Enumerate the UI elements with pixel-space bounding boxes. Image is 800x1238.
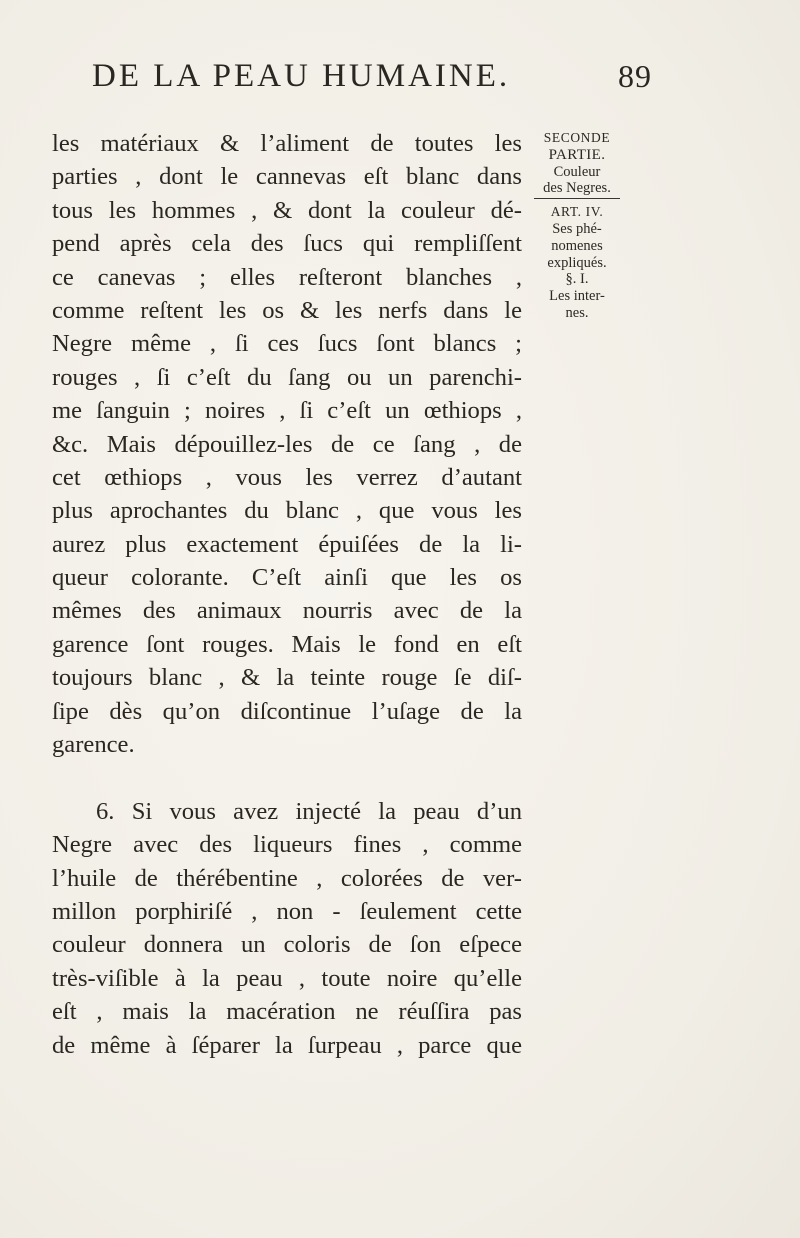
text-line: rouges , ſi c’eſt du ſang ou un parenchi- <box>52 363 522 391</box>
margin-line: des Negres. <box>543 180 611 197</box>
margin-line: §. I. <box>565 271 589 288</box>
margin-line: nomenes <box>551 237 603 254</box>
text-line: les matériaux & l’aliment de toutes les <box>52 130 522 157</box>
text-line: queur colorante. C’eſt ainſi que les os <box>52 564 522 592</box>
text-line: Negre même , ſi ces ſucs ſont blancs ; <box>52 330 522 358</box>
running-title: DE LA PEAU HUMAINE. <box>92 58 511 94</box>
text-line: 6. Si vous avez injecté la peau d’un <box>96 797 522 825</box>
text-line: pend après cela des ſucs qui rempliſſent <box>52 230 522 258</box>
text-line: très-viſible à la peau , toute noire qu’elle <box>52 964 522 992</box>
running-header <box>92 58 652 110</box>
text-line: me ſanguin ; noires , ſi c’eſt un œthiops , <box>52 397 522 425</box>
text-line: comme reſtent les os & les nerfs dans le <box>52 296 522 324</box>
text-line: de même à ſéparer la ſurpeau , parce que <box>52 1031 522 1059</box>
text-line: ce canevas ; elles reſteront blanches , <box>52 263 522 291</box>
text-line: garence ſont rouges. Mais le fond en eſt <box>52 630 522 658</box>
margin-line: ART. IV. <box>550 204 604 220</box>
text-line: eſt , mais la macération ne réuſſira pas <box>52 998 522 1026</box>
margin-line: PARTIE. <box>548 146 606 163</box>
page-number: 89 <box>618 58 652 94</box>
margin-line: nes. <box>565 304 589 321</box>
margin-note <box>531 130 623 322</box>
text-line: &c. Mais dépouillez-les de ce ſang , de <box>52 430 522 458</box>
margin-line: Ses phé- <box>552 220 602 237</box>
margin-rule <box>534 198 620 199</box>
margin-line: SECONDE <box>543 130 611 145</box>
text-line: Negre avec des liqueurs fines , comme <box>52 831 522 859</box>
text-line: plus aprochantes du blanc , que vous les <box>52 497 522 525</box>
text-line: ſipe dès qu’on diſcontinue l’uſage de la <box>52 697 522 725</box>
text-line: couleur donnera un coloris de ſon eſpece <box>52 931 522 959</box>
text-line: mêmes des animaux nourris avec de la <box>52 597 522 625</box>
margin-line: expliqués. <box>547 254 607 271</box>
margin-line: Les inter- <box>549 288 605 305</box>
margin-line: Couleur <box>553 163 601 180</box>
text-line: cet œthiops , vous les verrez d’autant <box>52 463 522 491</box>
text-line: aurez plus exactement épuiſées de la li- <box>52 530 522 558</box>
text-line: l’huile de thérébentine , colorées de ver- <box>52 864 522 892</box>
text-line: toujours blanc , & la teinte rouge ſe diſ- <box>52 664 522 692</box>
text-line: millon porphiriſé , non - ſeulement cette <box>52 897 522 925</box>
text-line: parties , dont le cannevas eſt blanc dans <box>52 163 522 191</box>
main-text <box>52 127 522 1062</box>
text-line: garence. <box>52 731 135 759</box>
text-line: tous les hommes , & dont la couleur dé- <box>52 196 522 224</box>
paragraph-gap <box>52 761 522 794</box>
